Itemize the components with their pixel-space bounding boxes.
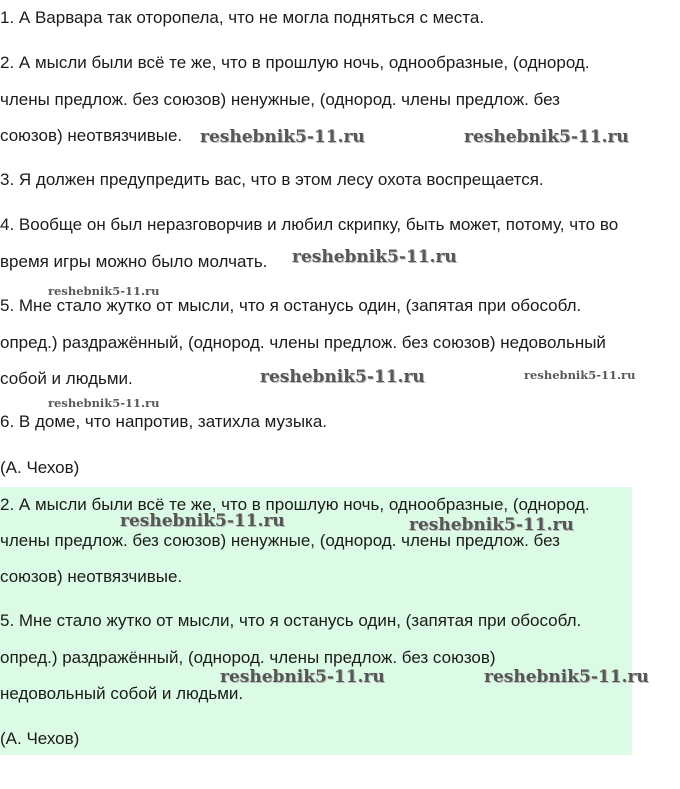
sentence-1-line: 1. А Варвара так оторопела, что не могла подняться с места.	[0, 8, 485, 27]
highlighted-sentence-2-line-3: союзов) неотвязчивые.	[0, 567, 183, 586]
watermark-text: reshebnik5-11.ru	[48, 396, 160, 410]
sentence-2-line-1: 2. А мысли были всё те же, что в прошлую ночь, однообразные, (однород.	[0, 53, 590, 72]
sentence-5-line-2: опред.) раздражённый, (однород. члены предлож. без союзов) недовольный	[0, 333, 606, 352]
highlighted-sentence-5-line-3: недовольный собой и людьми.	[0, 684, 244, 703]
watermark-text: reshebnik5-11.ru	[484, 667, 649, 687]
sentence-4-line-2: время игры можно было молчать.	[0, 252, 268, 271]
watermark-text: reshebnik5-11.ru	[464, 127, 629, 147]
highlighted-sentence-5-line-2: опред.) раздражённый, (однород. члены предлож. без союзов)	[0, 648, 496, 667]
sentence-5-line-1: 5. Мне стало жутко от мысли, что я останусь один, (запятая при обособл.	[0, 296, 582, 315]
watermark-text: reshebnik5-11.ru	[292, 247, 457, 267]
sentence-2-line-3: союзов) неотвязчивые.	[0, 126, 183, 145]
watermark-text: reshebnik5-11.ru	[220, 667, 385, 687]
watermark-text: reshebnik5-11.ru	[120, 511, 285, 531]
highlighted-sentence-2-line-2: члены предлож. без союзов) ненужные, (однород. члены предлож. без	[0, 531, 560, 550]
sentence-4-line-1: 4. Вообще он был неразговорчив и любил скрипку, быть может, потому, что во	[0, 215, 619, 234]
sentence-3-line: 3. Я должен предупредить вас, что в этом лесу охота воспрещается.	[0, 170, 544, 189]
highlighted-sentence-2-line-1: 2. А мысли были всё те же, что в прошлую ночь, однообразные, (однород.	[0, 495, 590, 514]
sentence-5-line-3: собой и людьми.	[0, 369, 133, 388]
watermark-text: reshebnik5-11.ru	[48, 284, 160, 298]
watermark-text: reshebnik5-11.ru	[200, 127, 365, 147]
highlighted-author-line: (А. Чехов)	[0, 729, 80, 748]
watermark-text: reshebnik5-11.ru	[409, 515, 574, 535]
sentence-2-line-2: члены предлож. без союзов) ненужные, (однород. члены предлож. без	[0, 90, 560, 109]
watermark-text: reshebnik5-11.ru	[260, 367, 425, 387]
highlighted-sentence-5-line-1: 5. Мне стало жутко от мысли, что я останусь один, (запятая при обособл.	[0, 611, 582, 630]
watermark-text: reshebnik5-11.ru	[524, 368, 636, 382]
sentence-6-line: 6. В доме, что напротив, затихла музыка.	[0, 412, 328, 431]
author-line: (А. Чехов)	[0, 458, 80, 477]
